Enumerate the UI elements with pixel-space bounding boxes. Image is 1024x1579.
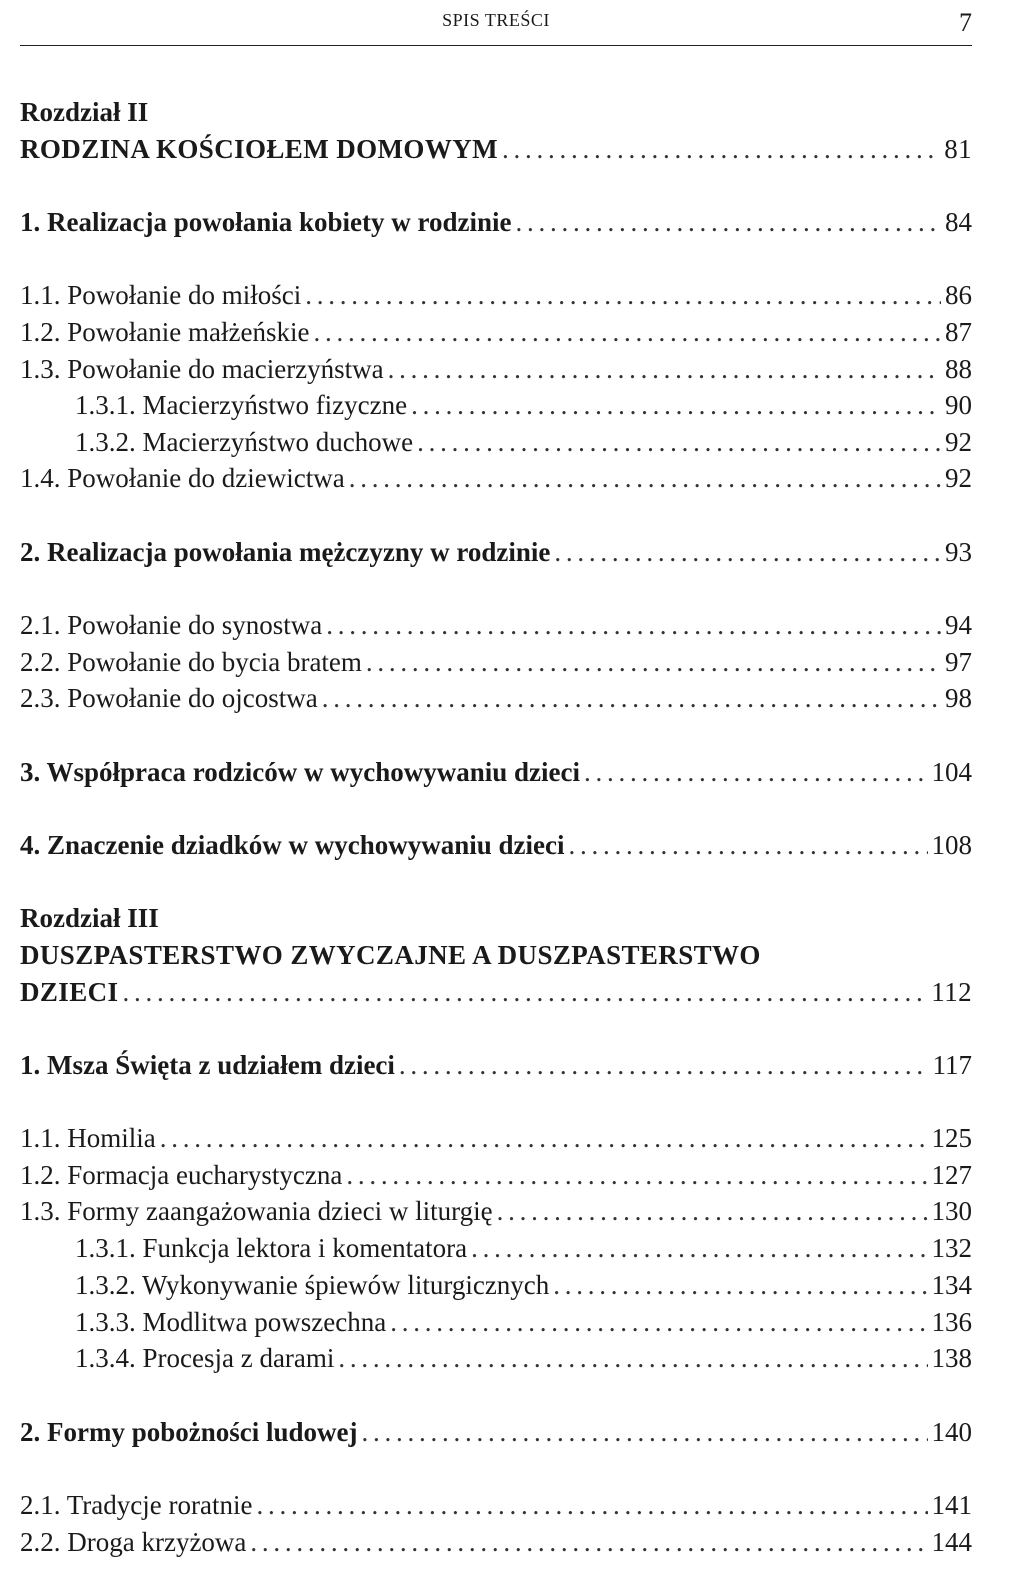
dot-leader	[584, 755, 928, 789]
toc-entry[interactable]	[20, 1194, 972, 1228]
entry-page: 132	[931, 1233, 972, 1263]
dot-leader	[553, 1268, 927, 1302]
chapter-title-row[interactable]	[20, 132, 972, 166]
entry-title: 1.3. Formy zaangażowania dzieci w liturgię	[20, 1196, 493, 1226]
toc-entry[interactable]	[75, 425, 972, 459]
entry-page: 92	[945, 463, 972, 493]
entry-title: 2.2. Droga krzyżowa	[20, 1527, 247, 1557]
entry-page: 88	[945, 354, 972, 384]
entry-title: 1.3. Powołanie do macierzyństwa	[20, 354, 384, 384]
dot-leader	[160, 1121, 928, 1155]
entry-title: 3. Współpraca rodziców w wychowywaniu dzieci	[20, 757, 580, 787]
toc-entry[interactable]	[75, 1341, 972, 1375]
chapter-page: 112	[931, 977, 972, 1007]
toc-entry[interactable]	[20, 1158, 972, 1192]
dot-leader	[497, 1194, 928, 1228]
entry-title: 1.1. Homilia	[20, 1123, 156, 1153]
toc-entry[interactable]	[20, 1415, 972, 1449]
toc-entry[interactable]	[20, 278, 972, 312]
entry-title: 1.3.1. Macierzyństwo fizyczne	[75, 390, 408, 420]
dot-leader	[471, 1231, 927, 1265]
dot-leader	[250, 1525, 927, 1559]
dot-leader	[388, 352, 941, 386]
toc-entry[interactable]	[20, 315, 972, 349]
entry-page: 141	[931, 1490, 972, 1520]
toc-entry[interactable]	[20, 681, 972, 715]
entry-title: 2. Formy pobożności ludowej	[20, 1417, 358, 1447]
dot-leader	[326, 608, 941, 642]
entry-page: 94	[945, 610, 972, 640]
toc-entry[interactable]	[20, 755, 972, 789]
entry-title: 2. Realizacja powołania mężczyzny w rodzinie	[20, 537, 551, 567]
entry-title: 1.3.4. Procesja z darami	[75, 1343, 335, 1373]
entry-title: 1.3.1. Funkcja lektora i komentatora	[75, 1233, 468, 1263]
dot-leader	[399, 1048, 929, 1082]
chapter-title: RODZINA KOŚCIOŁEM DOMOWYM	[20, 134, 499, 164]
page-number: 7	[959, 8, 972, 37]
entry-page: 86	[945, 280, 972, 310]
entry-page: 138	[931, 1343, 972, 1373]
dot-leader	[411, 388, 941, 422]
entry-page: 97	[945, 647, 972, 677]
entry-page: 130	[931, 1196, 972, 1226]
entry-title: 1.3.3. Modlitwa powszechna	[75, 1307, 387, 1337]
entry-page: 125	[931, 1123, 972, 1153]
entry-page: 117	[932, 1050, 972, 1080]
dot-leader	[554, 535, 941, 569]
entry-title: 1.2. Powołanie małżeńskie	[20, 317, 310, 347]
toc-entry[interactable]	[20, 535, 972, 569]
entry-title: 1.2. Formacja eucharystyczna	[20, 1160, 343, 1190]
chapter-title-row[interactable]	[20, 975, 972, 1009]
dot-leader	[256, 1488, 927, 1522]
toc-entry[interactable]	[20, 1121, 972, 1155]
entry-title: 1. Msza Święta z udziałem dzieci	[20, 1050, 395, 1080]
entry-title: 2.1. Tradycje roratnie	[20, 1490, 253, 1520]
entry-page: 84	[945, 207, 972, 237]
toc-entry[interactable]	[20, 461, 972, 495]
entry-page: 87	[945, 317, 972, 347]
toc-entry[interactable]	[20, 352, 972, 386]
chapter-label: Rozdział III	[20, 903, 159, 933]
toc-entry[interactable]	[75, 1305, 972, 1339]
toc-entry[interactable]	[20, 205, 972, 239]
running-title: SPIS TREŚCI	[442, 10, 550, 30]
dot-leader	[313, 315, 941, 349]
entry-page: 90	[945, 390, 972, 420]
dot-leader	[122, 975, 927, 1009]
entry-page: 92	[945, 427, 972, 457]
entry-page: 136	[931, 1307, 972, 1337]
dot-leader	[346, 1158, 927, 1192]
dot-leader	[305, 278, 941, 312]
entry-title: 1.1. Powołanie do miłości	[20, 280, 302, 310]
dot-leader	[349, 461, 941, 495]
dot-leader	[338, 1341, 927, 1375]
dot-leader	[366, 645, 941, 679]
entry-title: 2.1. Powołanie do synostwa	[20, 610, 323, 640]
chapter-title: DZIECI	[20, 977, 119, 1007]
entry-title: 4. Znaczenie dziadków w wychowywaniu dzieci	[20, 830, 565, 860]
entry-title: 1.3.2. Macierzyństwo duchowe	[75, 427, 414, 457]
toc-entry[interactable]	[75, 1231, 972, 1265]
dot-leader	[390, 1305, 927, 1339]
dot-leader	[502, 132, 940, 166]
entry-page: 98	[945, 683, 972, 713]
entry-title: 1.4. Powołanie do dziewictwa	[20, 463, 345, 493]
toc-entry[interactable]	[20, 828, 972, 862]
entry-title: 1.3.2. Wykonywanie śpiewów liturgicznych	[75, 1270, 550, 1300]
entry-title: 2.3. Powołanie do ojcostwa	[20, 683, 318, 713]
toc-entry[interactable]	[20, 608, 972, 642]
toc-entry[interactable]	[20, 1525, 972, 1559]
toc-entry[interactable]	[20, 1048, 972, 1082]
entry-title: 1. Realizacja powołania kobiety w rodzinie	[20, 207, 512, 237]
entry-page: 93	[945, 537, 972, 567]
entry-page: 127	[931, 1160, 972, 1190]
entry-page: 144	[931, 1527, 972, 1557]
chapter-page: 81	[944, 134, 972, 164]
toc-entry[interactable]	[20, 1488, 972, 1522]
dot-leader	[515, 205, 941, 239]
chapter-title-line: DUSZPASTERSTWO ZWYCZAJNE A DUSZPASTERSTWO	[20, 940, 761, 970]
entry-page: 108	[931, 830, 972, 860]
dot-leader	[569, 828, 928, 862]
toc-entry[interactable]	[75, 1268, 972, 1302]
toc-entry[interactable]	[75, 388, 972, 422]
entry-page: 140	[931, 1417, 972, 1447]
dot-leader	[417, 425, 941, 459]
toc-entry[interactable]	[20, 645, 972, 679]
entry-page: 134	[931, 1270, 972, 1300]
chapter-label: Rozdział II	[20, 97, 149, 127]
entry-title: 2.2. Powołanie do bycia bratem	[20, 647, 362, 677]
dot-leader	[362, 1415, 928, 1449]
running-head	[20, 0, 972, 46]
dot-leader	[322, 681, 941, 715]
entry-page: 104	[931, 757, 972, 787]
